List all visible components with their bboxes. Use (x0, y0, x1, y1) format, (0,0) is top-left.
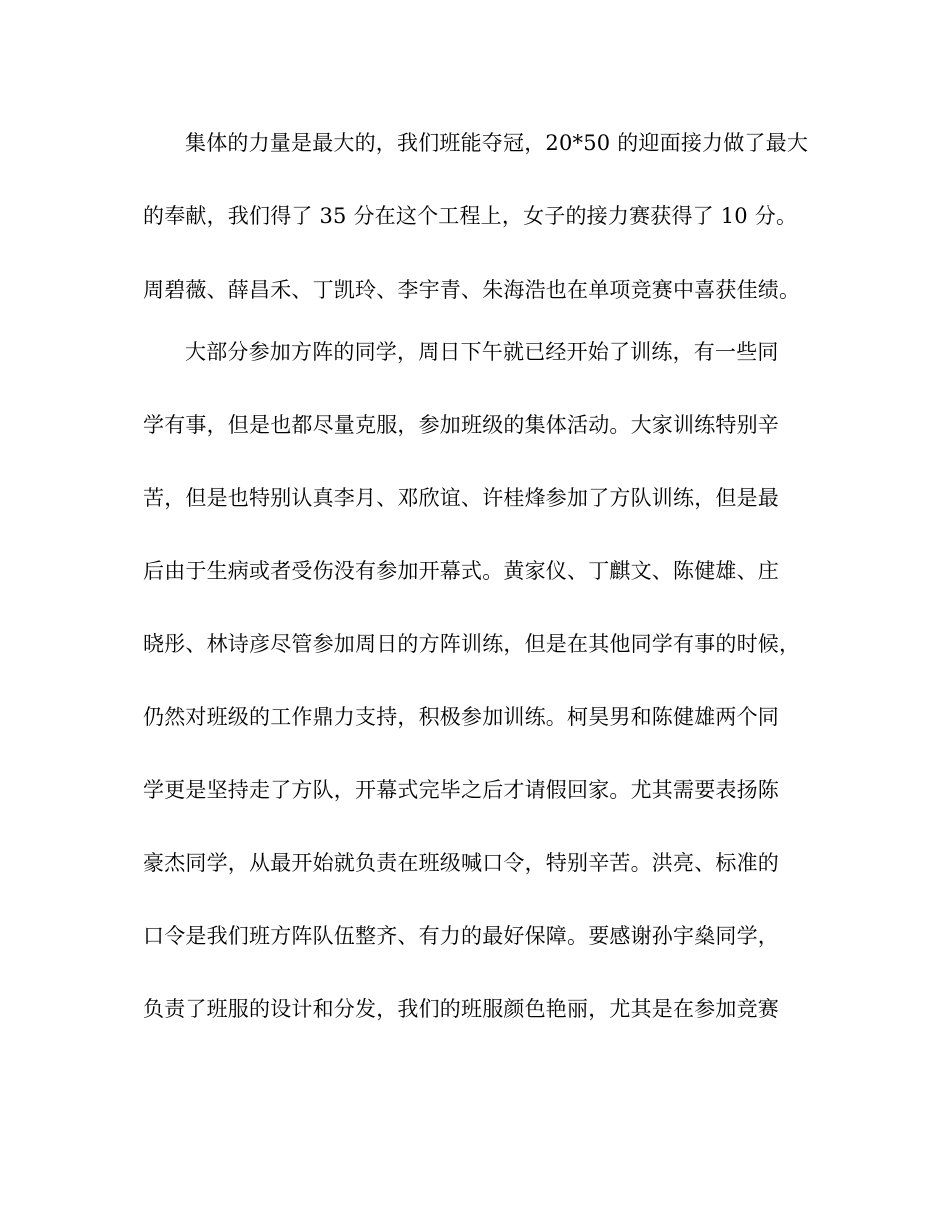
text-line: 的奉献，我们得了 35 分在这个工程上，女子的接力赛获得了 10 分。 (143, 204, 798, 228)
text-line: 周碧薇、薛昌禾、丁凯玲、李宇青、朱海浩也在单项竞赛中喜获佳绩。 (143, 278, 801, 302)
text-line: 晓彤、林诗彦尽管参加周日的方阵训练，但是在其他同学有事的时候， (143, 632, 801, 656)
text-line: 学有事，但是也都尽量克服，参加班级的集体活动。大家训练特别辛 (143, 413, 779, 437)
text-line: 集体的力量是最大的，我们班能夺冠，20*50 的迎面接力做了最大 (185, 131, 809, 155)
text-line: 学更是坚持走了方队，开幕式完毕之后才请假回家。尤其需要表扬陈 (143, 778, 779, 802)
text-line: 豪杰同学，从最开始就负责在班级喊口令，特别辛苦。洪亮、标准的 (143, 851, 779, 875)
text-line: 大部分参加方阵的同学，周日下午就已经开始了训练，有一些同 (185, 340, 779, 364)
text-line: 仍然对班级的工作鼎力支持，积极参加训练。柯昊男和陈健雄两个同 (143, 705, 779, 729)
text-line: 负责了班服的设计和分发，我们的班服颜色艳丽，尤其是在参加竞赛 (143, 997, 779, 1021)
text-line: 苦，但是也特别认真李月、邓欣谊、许桂烽参加了方队训练，但是最 (143, 486, 779, 510)
text-line: 口令是我们班方阵队伍整齐、有力的最好保障。要感谢孙宇燊同学， (143, 924, 779, 948)
text-line: 后由于生病或者受伤没有参加开幕式。黄家仪、丁麒文、陈健雄、庄 (143, 559, 779, 583)
